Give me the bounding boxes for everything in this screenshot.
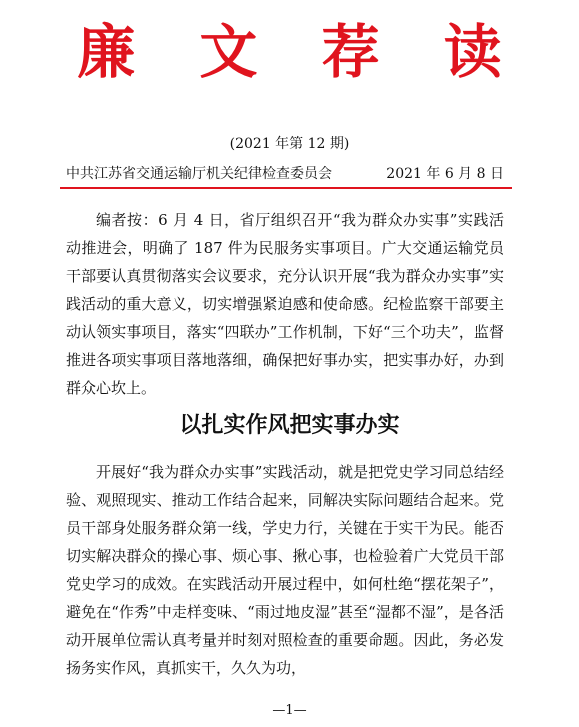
page-number: —1— <box>272 703 307 718</box>
publisher: 中共江苏省交通运输厅机关纪律检查委员会 <box>66 166 332 182</box>
issue-number: (2021 年第 12 期) <box>229 136 350 152</box>
editor-note: 编者按：6 月 4 日，省厅组织召开“我为群众办实事”实践活动推进会，明确了 187 件为民服务实事项目。广大交通运输党员干部要认真贯彻落实会议要求，充分认识开展“我为群众办实事”实践活动的重大意义，切实增强紧迫感和使命感。纪检监察干部要主动认领实事项目，落实“四联办”工作机制，下好“三个功夫”，监督推进各项实事项目落地落细，确保把好事办实，把实事办好，办到群众心坎上。 <box>66 211 504 397</box>
publication-meta <box>66 163 504 183</box>
publish-date: 2021 年 6 月 8 日 <box>386 166 504 182</box>
header-rule <box>60 187 512 189</box>
article-heading: 以扎实作风把实事办实 <box>179 413 400 438</box>
article-body: 开展好“我为群众办实事”实践活动，就是把党史学习同总结经验、观照现实、推动工作结合起来，同解决实际问题结合起来。党员干部身处服务群众第一线，学史力行，关键在于实干为民。能否切实解决群众的操心事、烦心事、揪心事，也检验着广大党员干部党史学习的成效。在实践活动开展过程中，如何杜绝“摆花架子”，避免在“作秀”中走样变味、“雨过地皮湿”甚至“湿都不湿”，是各活动开展单位需认真考量并时刻对照检查的重要命题。因此，务必发扬务实作风，真抓实干，久久为功， <box>66 463 504 677</box>
masthead-title: 廉 文 荐 读 <box>77 18 524 86</box>
